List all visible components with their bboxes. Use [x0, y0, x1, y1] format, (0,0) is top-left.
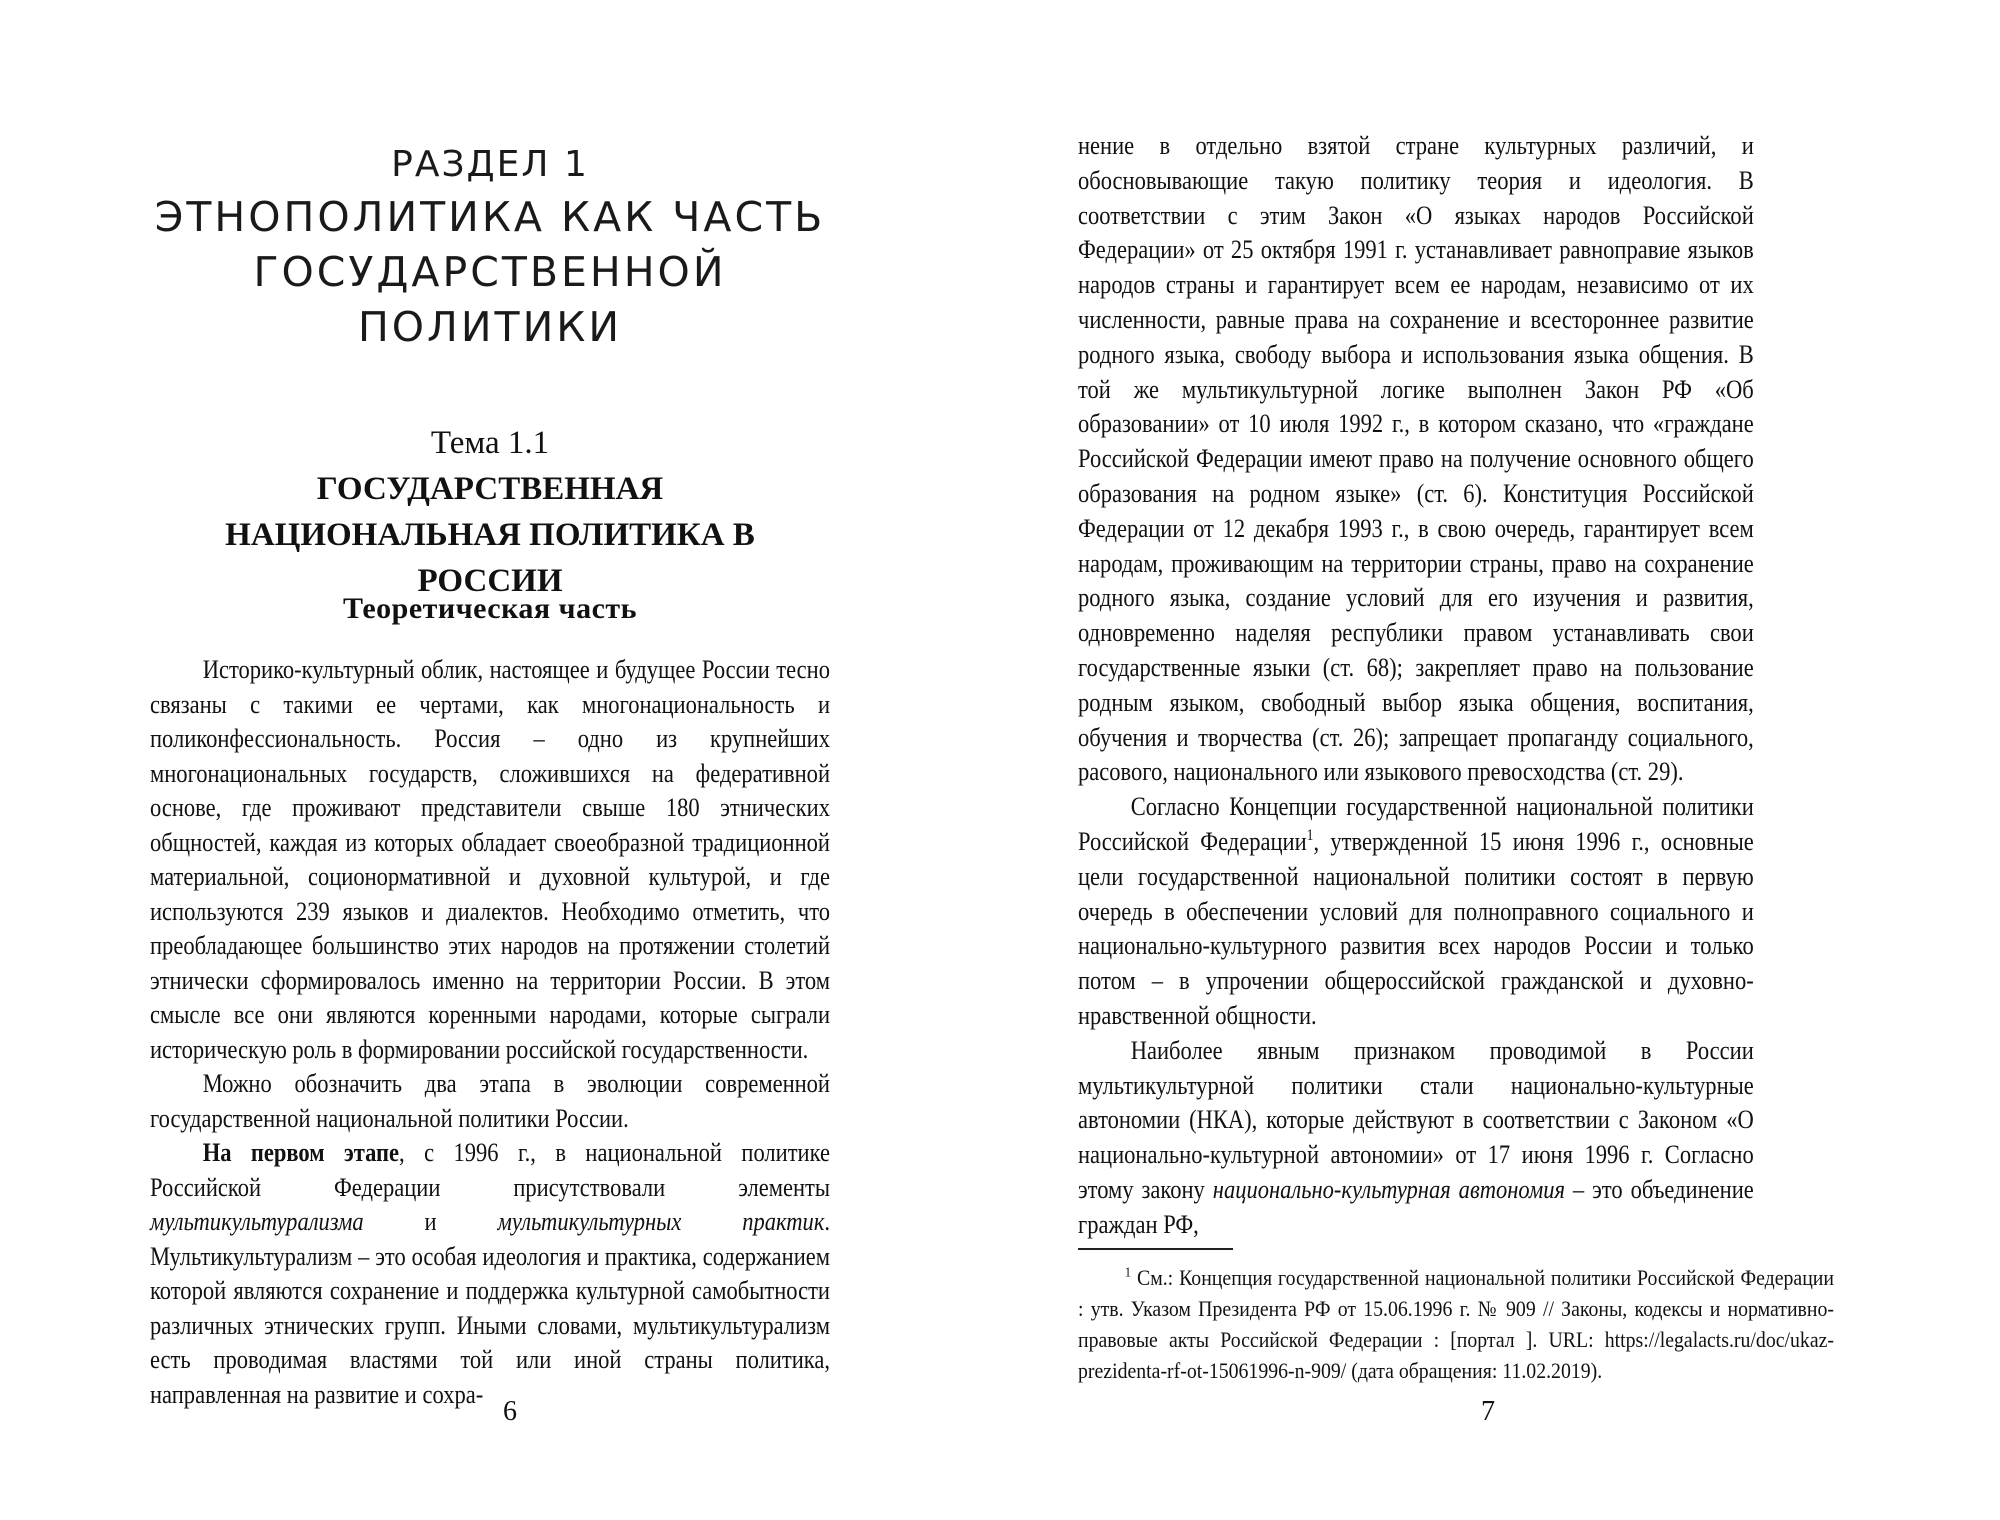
- footnote-divider: [1078, 1248, 1233, 1250]
- footnote-marker: 1: [1124, 1265, 1132, 1281]
- text-span: , утвержденной 15 июня 1996 г., основные цели государственной национальной политики состоят в первую очередь в обеспечении условий для полноправного социального и национально-культурного развития всех народов России и только потом – в упрочении общероссийской гражданской и духовно-нравственной общности.: [1078, 825, 1754, 1030]
- footnote-text: [1078, 1262, 1834, 1386]
- italic-term: мультикультурных практик: [497, 1206, 825, 1236]
- text-span: – это объединение граждан РФ,: [1078, 1173, 1754, 1239]
- page-number: 6: [503, 1396, 517, 1427]
- italic-term: мультикультурализма: [150, 1206, 364, 1236]
- italic-term: национально-культурная автономия: [1212, 1173, 1565, 1204]
- text-span: . Мультикультурализм – это особая идеология и практика, содержанием которой являются сохранение и поддержка культурной самобытности различных этнических групп. Иными словами, мультикультурализм есть проводимая властями той или иной страны политика, направленная на развитие и сохра-: [150, 1206, 830, 1409]
- paragraph: Историко-культурный облик, настоящее и будущее России тесно связаны с такими ее чертами, как многонациональность и поликонфессиональность. Россия – одно из крупнейших многонациональных государств, сложившихся на федеративной основе, где проживают представители свыше 180 этнических общностей, каждая из которых обладает своеобразной традиционной материальной, соционормативной и духовной культурой, и где используются 239 языков и диалектов. Необходимо отметить, что преобладающее большинство этих народов на протяжении столетий этнически сформировалось именно на территории России. В этом смысле все они являются коренными народами, которые сыграли историческую роль в формировании российской государственности.: [150, 654, 830, 1064]
- footnote-ref: 1: [1306, 827, 1314, 845]
- bold-phrase: На первом этапе: [202, 1137, 400, 1167]
- paragraph: Можно обозначить два этапа в эволюции современной государственной национальной политики России.: [150, 1068, 830, 1133]
- paragraph: [1078, 1033, 1754, 1242]
- text-span: См.: Концепция государственной национальной политики Российской Федерации : утв. Указом Президента РФ от 15.06.1996 г. № 909 // Законы, кодексы и нормативно-правовые акты Российской Федерации : [портал ]. URL: https://legalacts.ru/doc/ukaz-prezidenta-rf-ot-15061996-n-909/ (дата обращения: 11.02.2019).: [1078, 1265, 1834, 1383]
- left-body-text: [150, 652, 830, 1411]
- paragraph: [150, 1135, 830, 1411]
- subheading: Теоретическая часть: [342, 592, 638, 625]
- topic-title-line2: НАЦИОНАЛЬНАЯ ПОЛИТИКА В РОССИИ: [225, 517, 755, 599]
- section-heading: [150, 140, 830, 355]
- footnote: [1078, 1262, 1834, 1386]
- topic-title-line1: ГОСУДАРСТВЕННАЯ: [316, 471, 664, 507]
- section-title-line1: ЭТНОПОЛИТИКА КАК ЧАСТЬ: [154, 193, 826, 241]
- text-span: Согласно Концепции государственной национальной политики Российской Федерации: [1078, 791, 1754, 856]
- section-label: РАЗДЕЛ 1: [391, 144, 589, 185]
- text-span: , с 1996 г., в национальной политике Российской Федерации присутствовали элементы: [150, 1137, 830, 1202]
- topic-heading: [150, 420, 830, 604]
- topic-label: Тема 1.1: [430, 425, 550, 461]
- section-title-line2: ГОСУДАРСТВЕННОЙ ПОЛИТИКИ: [253, 248, 727, 351]
- paragraph: нение в отдельно взятой стране культурных различий, и обосновывающие такую политику теория и идеология. В соответствии с этим Закон «О языках народов Российской Федерации» от 25 октября 1991 г. устанавливает равноправие языков народов страны и гарантирует всем ее народам, независимо от их численности, равные права на сохранение и всестороннее развитие родного языка, свободу выбора и использования языка общения. В той же мультикультурной логике выполнен Закон РФ «Об образовании» от 10 июля 1992 г., в котором сказано, что «граждане Российской Федерации имеют право на получение основного общего образования на родном языке» (ст. 6). Конституция Российской Федерации от 12 декабря 1993 г., в свою очередь, гарантирует всем народам, проживающим на территории страны, право на сохранение родного языка, создание условий для его изучения и развития, одновременно наделяя республики правом устанавливать свои государственные языки (ст. 68); закрепляет право на пользование родным языком, свободный выбор языка общения, воспитания, обучения и творчества (ст. 26); запрещает пропаганду социального, расового, национального или языкового превосходства (ст. 29).: [1078, 130, 1754, 787]
- text-span: Наиболее явным признаком проводимой в России мультикультурной политики стали национально-культурные автономии (НКА), которые действуют в соответствии с Законом «О национально-культурной автономии» от 17 июня 1996 г. Согласно этому закону: [1078, 1034, 1754, 1204]
- right-body-text: [1078, 128, 1754, 1242]
- paragraph: [1078, 789, 1754, 1033]
- page-number: 7: [1481, 1396, 1495, 1427]
- text-span: и: [363, 1206, 498, 1236]
